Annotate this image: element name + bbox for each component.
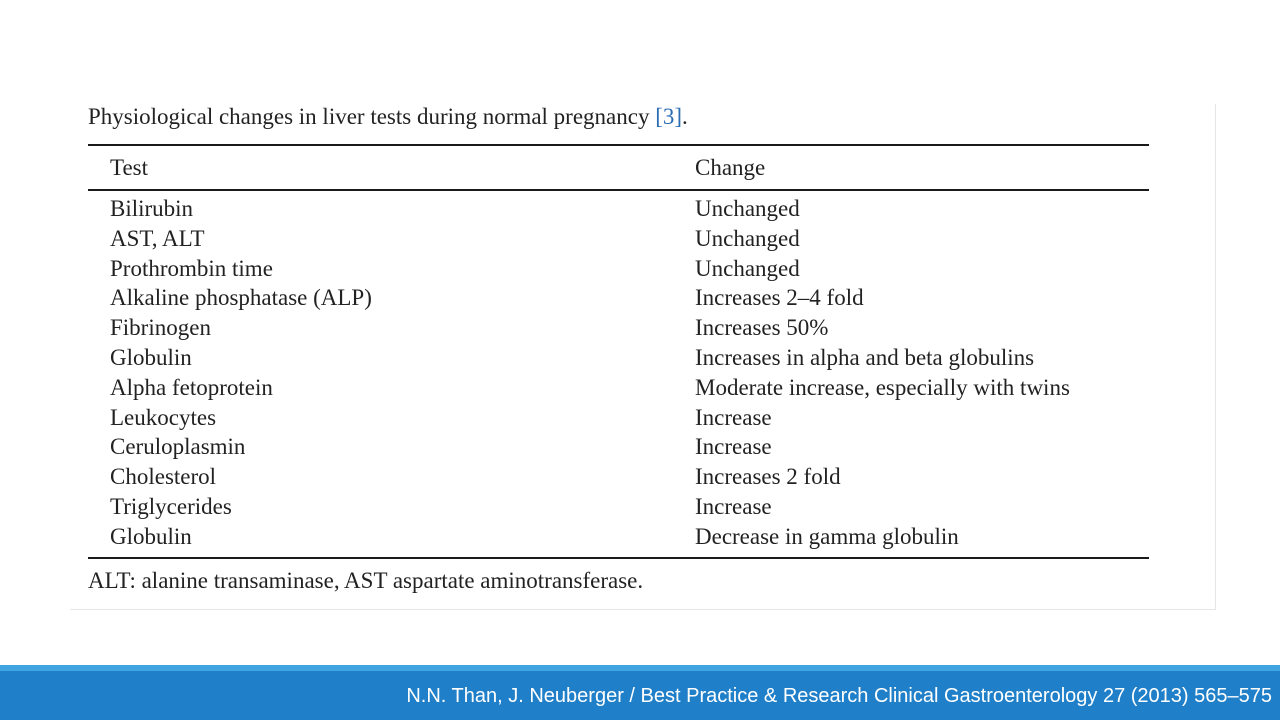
cell-change: Unchanged — [695, 225, 800, 251]
cell-test: Fibrinogen — [110, 315, 211, 341]
cell-change: Increase — [695, 434, 772, 460]
footer-band — [0, 671, 1280, 720]
cell-test: Bilirubin — [110, 196, 194, 221]
cell-change: Increases 50% — [695, 315, 829, 341]
cell-test: Triglycerides — [110, 494, 232, 519]
cell-change: Unchanged — [695, 255, 800, 281]
cell-test: Globulin — [110, 345, 192, 370]
cell-change: Decrease in gamma globulin — [695, 523, 959, 549]
cell-change: Increases 2 fold — [695, 464, 841, 490]
cell-test: Cholesterol — [110, 464, 217, 490]
header-change: Change — [695, 155, 766, 180]
cell-test: Globulin — [110, 523, 192, 549]
table-bottom-rule — [88, 557, 1149, 559]
header-test: Test — [110, 155, 148, 180]
cell-change: Increase — [695, 404, 772, 430]
caption-reference-link[interactable]: [3] — [655, 104, 683, 129]
cell-change: Increases in alpha and beta globulins — [695, 345, 1035, 370]
table-header-rule — [88, 189, 1149, 191]
caption-end: . — [682, 104, 688, 129]
citation-text: N.N. Than, J. Neuberger / Best Practice & Research Clinical Gastroenterology 27 (2013) 565–575 — [406, 685, 1272, 707]
cell-change: Moderate increase, especially with twins — [695, 374, 1070, 400]
cell-test: Ceruloplasmin — [110, 434, 246, 460]
cell-change: Increase — [695, 494, 772, 519]
table-caption — [88, 104, 688, 130]
cell-change: Increases 2–4 fold — [695, 285, 864, 311]
cell-change: Unchanged — [695, 196, 800, 221]
caption-text: Physiological changes in liver tests during normal pregnancy — [88, 104, 656, 129]
table-footnote: ALT: alanine transaminase, AST aspartate aminotransferase. — [88, 568, 644, 593]
table-figure — [70, 104, 1216, 610]
cell-test: Prothrombin time — [110, 255, 273, 281]
cell-test: Alpha fetoprotein — [110, 374, 273, 400]
cell-test: AST, ALT — [110, 225, 205, 251]
cell-test: Alkaline phosphatase (ALP) — [110, 285, 372, 311]
table-top-rule — [88, 144, 1149, 146]
cell-test: Leukocytes — [110, 404, 217, 430]
